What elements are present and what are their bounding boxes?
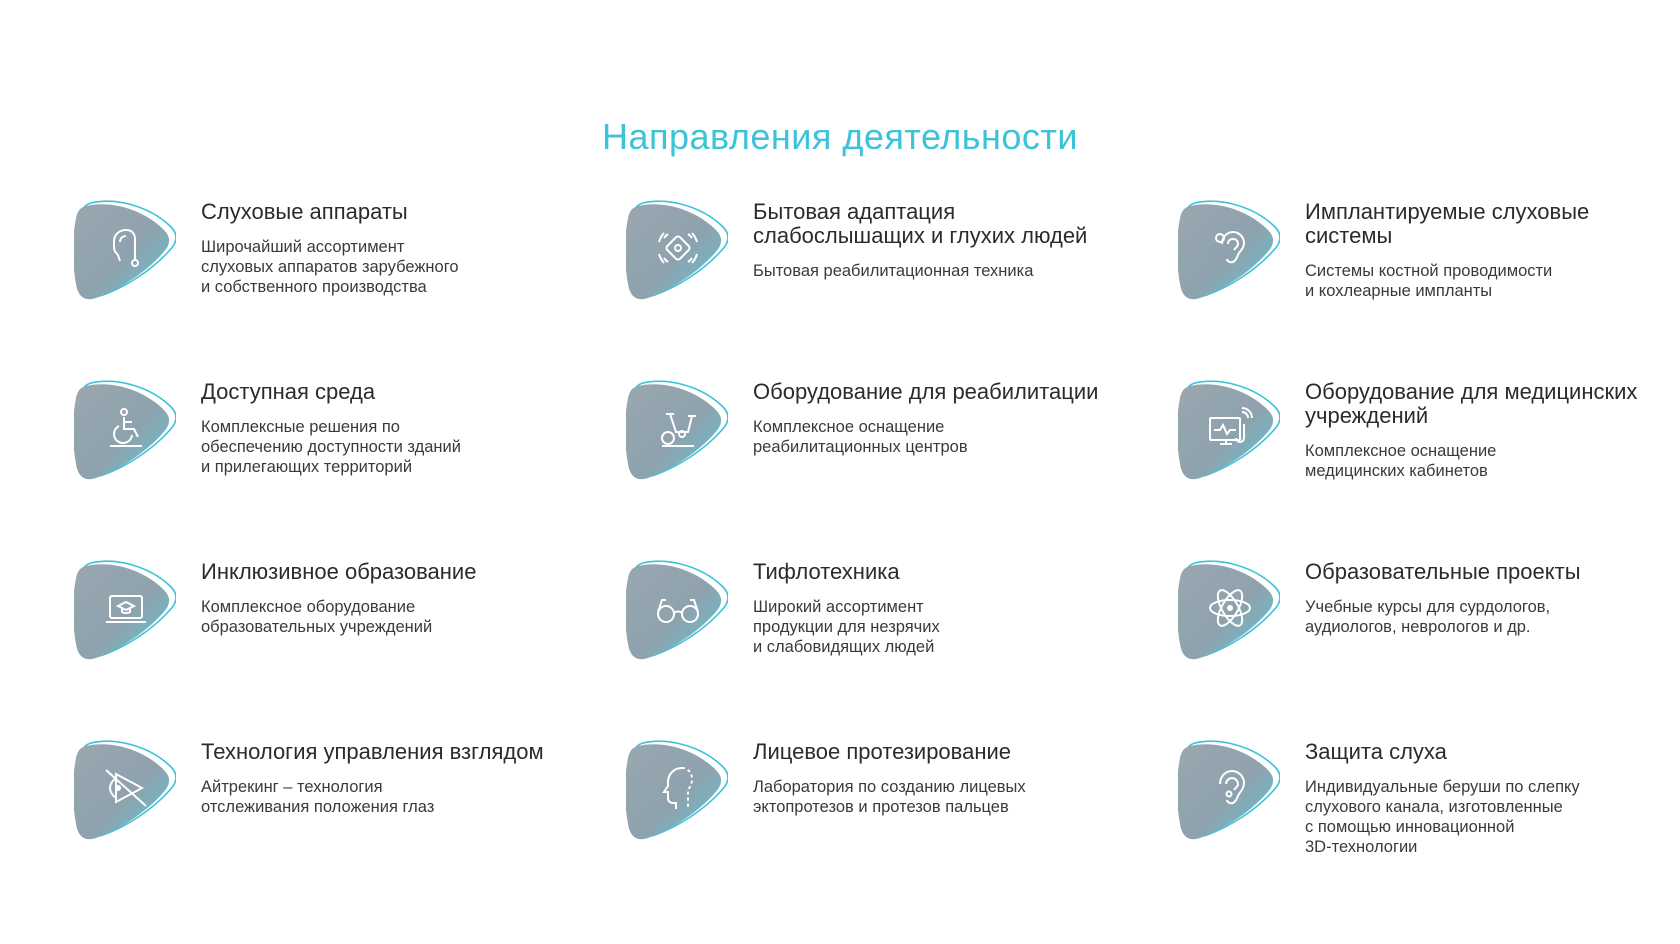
ear-implant-icon: [1206, 224, 1254, 272]
exercise-bike-icon: [654, 404, 702, 452]
glasses-icon: [654, 584, 702, 632]
card-description: Системы костной проводимости и кохлеарные импланты: [1305, 262, 1553, 300]
icon-badge: [74, 200, 176, 300]
icon-badge: [1178, 740, 1280, 840]
icon-badge: [74, 740, 176, 840]
card-description: Бытовая реабилитационная техника: [753, 262, 1034, 280]
direction-card[interactable]: [1178, 380, 1678, 560]
card-title: Оборудование для медицинских учреждений: [1305, 379, 1638, 428]
face-profile-icon: [654, 764, 702, 812]
vibration-device-icon: [654, 224, 702, 272]
directions-grid: [74, 200, 1678, 920]
wheelchair-icon: [102, 404, 150, 452]
card-title: Имплантируемые слуховые системы: [1305, 199, 1590, 248]
card-description: Комплексное оснащение медицинских кабинетов: [1305, 442, 1497, 480]
hearing-aid-icon: [102, 224, 150, 272]
icon-badge: [626, 560, 728, 660]
card-title: Защита слуха: [1305, 739, 1447, 764]
icon-badge: [1178, 560, 1280, 660]
atom-icon: [1206, 584, 1254, 632]
card-description: Комплексные решения по обеспечению доступности зданий и прилегающих территорий: [201, 418, 461, 476]
card-title: Тифлотехника: [753, 559, 900, 584]
card-description: Индивидуальные беруши по слепку слухового канала, изготовленные с помощью инновационной 3D-технологии: [1305, 778, 1580, 856]
icon-badge: [626, 740, 728, 840]
direction-card[interactable]: [626, 380, 1178, 560]
direction-card[interactable]: [1178, 560, 1678, 740]
card-description: Лаборатория по созданию лицевых эктопротезов и протезов пальцев: [753, 778, 1026, 816]
card-description: Комплексное оснащение реабилитационных центров: [753, 418, 968, 456]
icon-badge: [626, 380, 728, 480]
card-description: Айтрекинг – технология отслеживания положения глаз: [201, 778, 435, 816]
card-title: Образовательные проекты: [1305, 559, 1581, 584]
laptop-graduation-icon: [102, 584, 150, 632]
medical-monitor-icon: [1206, 404, 1254, 452]
card-title: Бытовая адаптация слабослышащих и глухих людей: [753, 199, 1088, 248]
direction-card[interactable]: [74, 740, 626, 920]
eye-tracking-icon: [102, 764, 150, 812]
card-title: Инклюзивное образование: [201, 559, 477, 584]
card-description: Комплексное оборудование образовательных учреждений: [201, 598, 433, 636]
direction-card[interactable]: [74, 560, 626, 740]
direction-card[interactable]: [1178, 740, 1678, 920]
direction-card[interactable]: [74, 200, 626, 380]
direction-card[interactable]: [626, 560, 1178, 740]
icon-badge: [74, 560, 176, 660]
card-description: Широчайший ассортимент слуховых аппаратов зарубежного и собственного производства: [201, 238, 459, 296]
icon-badge: [626, 200, 728, 300]
direction-card[interactable]: [626, 740, 1178, 920]
page-title: Направления деятельности: [601, 116, 1079, 158]
direction-card[interactable]: [1178, 200, 1678, 380]
card-description: Учебные курсы для сурдологов, аудиологов, неврологов и др.: [1305, 598, 1551, 636]
ear-protection-icon: [1206, 764, 1254, 812]
direction-card[interactable]: [74, 380, 626, 560]
direction-card[interactable]: [626, 200, 1178, 380]
card-title: Оборудование для реабилитации: [753, 379, 1099, 404]
card-title: Технология управления взглядом: [201, 739, 544, 764]
card-description: Широкий ассортимент продукции для незрячих и слабовидящих людей: [753, 598, 940, 656]
card-title: Слуховые аппараты: [201, 199, 408, 224]
icon-badge: [74, 380, 176, 480]
card-title: Лицевое протезирование: [753, 739, 1012, 764]
icon-badge: [1178, 380, 1280, 480]
card-title: Доступная среда: [201, 379, 376, 404]
icon-badge: [1178, 200, 1280, 300]
